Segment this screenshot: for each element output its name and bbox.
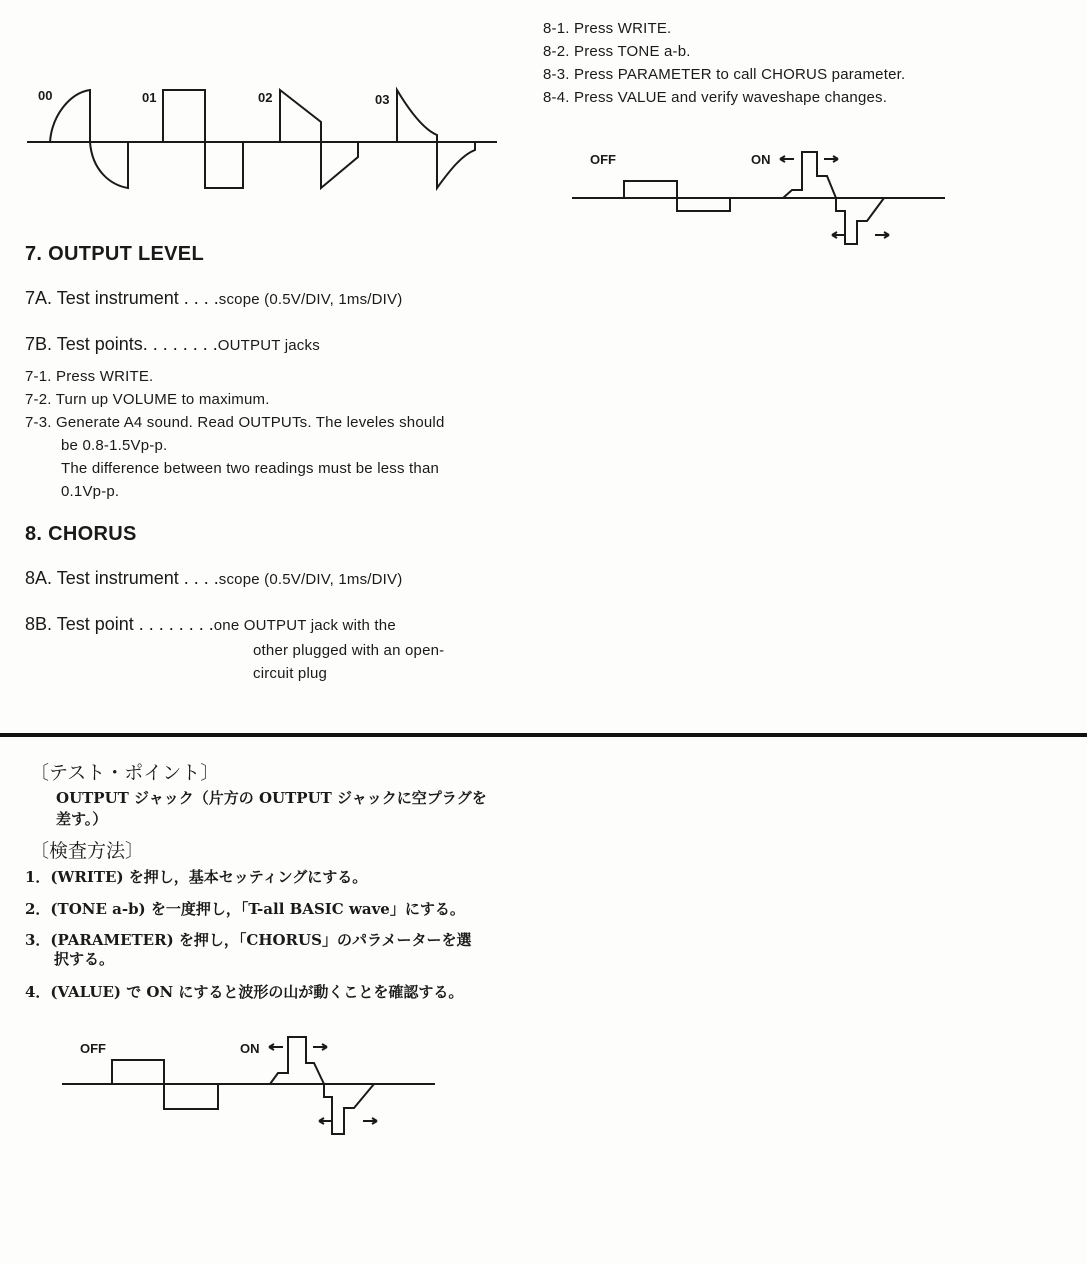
waveform-01-square: [163, 90, 243, 188]
chorus-plot-bottom: [62, 1033, 442, 1143]
waveform-00-sine: [50, 90, 128, 188]
jp-step-4: 4．(VALUE) で ON にすると波形の山が動くことを確認する。: [25, 983, 464, 1001]
section-8-title: 8. CHORUS: [25, 523, 137, 545]
waveform-label-00: 00: [38, 88, 53, 103]
jp-step-1: 1．(WRITE) を押し，基本セッティングにする。: [25, 868, 368, 886]
section-8b-value-3: circuit plug: [253, 665, 328, 682]
waveform-03-ramp: [397, 90, 475, 188]
waveform-label-03: 03: [375, 92, 390, 107]
step-8-2: 8-2. Press TONE a-b.: [543, 43, 691, 60]
section-8b-value-2: other plugged with an open-: [253, 642, 445, 659]
waveform-02-sawtooth: [280, 90, 358, 188]
chorus-plot-top: [572, 145, 952, 245]
step-8-1: 8-1. Press WRITE.: [543, 20, 672, 37]
waveform-label-01: 01: [142, 90, 157, 105]
step-7-3-note: The difference between two readings must be less than: [61, 460, 440, 477]
step-7-3: 7-3. Generate A4 sound. Read OUTPUTs. The leveles should: [25, 414, 445, 431]
step-7-3-note-cont: 0.1Vp-p.: [61, 483, 120, 500]
section-8a-row: [25, 568, 402, 589]
step-7-1: 7-1. Press WRITE.: [25, 368, 154, 385]
chorus-on-label-bottom: ON: [240, 1041, 260, 1056]
section-8b-label: 8B. Test point . . . . . . . .: [25, 614, 214, 634]
page-divider: [0, 733, 1087, 737]
chorus-on-label: ON: [751, 152, 771, 167]
section-7a-label: 7A. Test instrument . . . .: [25, 288, 219, 308]
step-8-4: 8-4. Press VALUE and verify waveshape changes.: [543, 89, 888, 106]
jp-test-point-heading: 〔テスト・ポイント〕: [30, 762, 220, 784]
section-7a-value: scope (0.5V/DIV, 1ms/DIV): [218, 291, 403, 308]
jp-test-point-line-2: 差す。）: [56, 810, 108, 828]
section-8a-label: 8A. Test instrument . . . .: [25, 568, 219, 588]
step-8-3: 8-3. Press PARAMETER to call CHORUS parameter.: [543, 66, 906, 83]
waveform-plot: [0, 85, 500, 195]
jp-method-heading: 〔検査方法〕: [30, 840, 145, 862]
section-7b-label: 7B. Test points. . . . . . . .: [25, 334, 218, 354]
step-7-3-cont: be 0.8-1.5Vp-p.: [61, 437, 168, 454]
section-7-title: 7. OUTPUT LEVEL: [25, 243, 204, 265]
section-8a-value: scope (0.5V/DIV, 1ms/DIV): [218, 571, 403, 588]
jp-step-2: 2．(TONE a-b) を一度押し，「T-all BASIC wave」にする。: [25, 900, 465, 918]
jp-test-point-line-1: OUTPUT ジャック（片方の OUTPUT ジャックに空プラグを: [56, 789, 487, 807]
section-8b-row: [25, 614, 396, 635]
section-7b-row: [25, 334, 320, 355]
chorus-off-label: OFF: [590, 152, 616, 167]
section-7b-value: OUTPUT jacks: [217, 337, 320, 354]
section-8b-value-1: one OUTPUT jack with the: [213, 617, 396, 634]
chorus-off-label-bottom: OFF: [80, 1041, 106, 1056]
step-7-2: 7-2. Turn up VOLUME to maximum.: [25, 391, 270, 408]
section-7a-row: [25, 288, 402, 309]
jp-step-3: 3．(PARAMETER) を押し，「CHORUS」のパラメーターを選: [25, 931, 472, 949]
jp-step-3-cont: 択する。: [54, 950, 115, 968]
waveform-label-02: 02: [258, 90, 273, 105]
